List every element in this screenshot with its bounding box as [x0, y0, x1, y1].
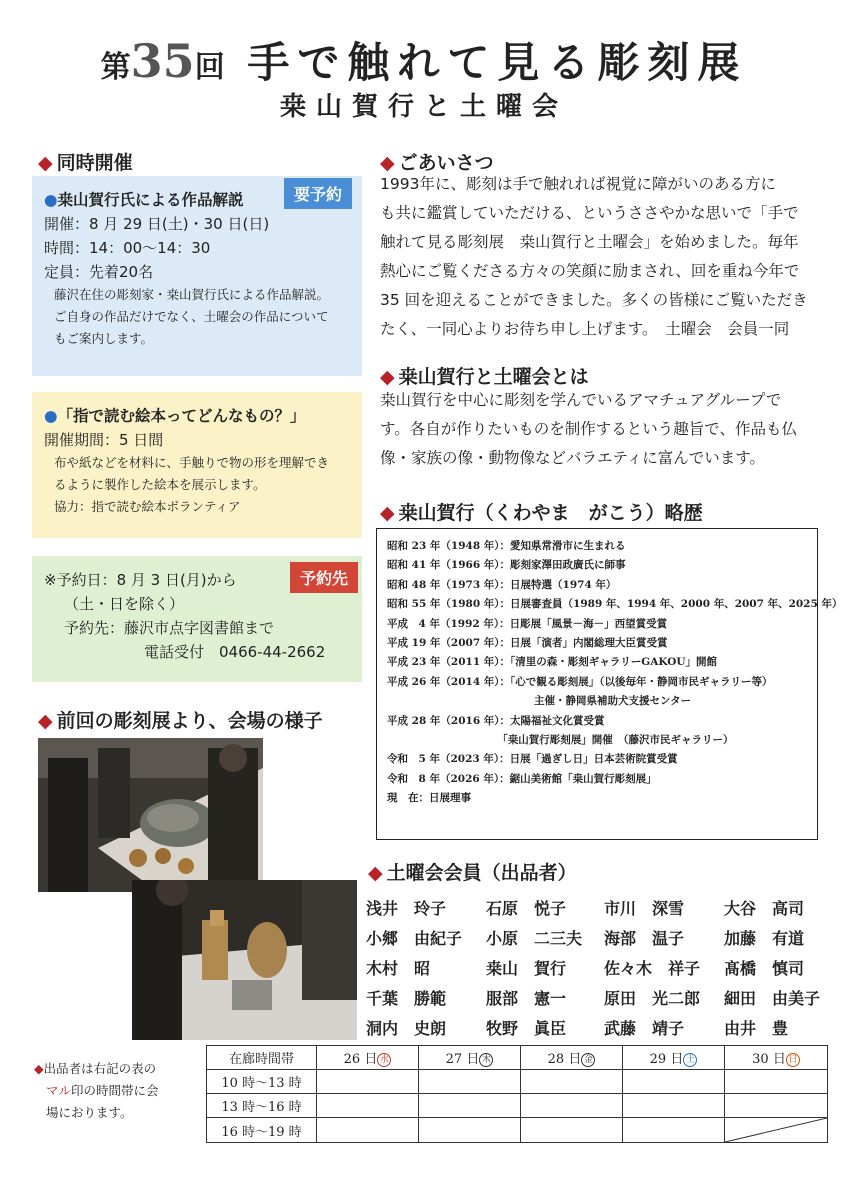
history-entry: 昭和 48 年（1973 年）：日展特選（1974 年）	[387, 578, 617, 591]
bullet-icon: ●	[44, 407, 58, 425]
bullet-icon: ●	[44, 191, 58, 209]
page-subtitle: 桒山賀行と土曜会	[279, 92, 568, 122]
schedule-note: ◆出品者は右記の表の マル印の時間帯に会 場におります。	[34, 1061, 159, 1120]
schedule-cell	[725, 1094, 828, 1118]
lecture-desc: ご自身の作品だけでなく、土曜会の作品について	[54, 309, 329, 324]
diamond-icon: ◆	[368, 862, 383, 884]
reservation-contact-badge: 予約先	[290, 562, 358, 593]
diamond-icon: ◆	[34, 1061, 44, 1076]
member-name: 浅井 玲子	[366, 899, 447, 918]
edition-number: 35	[130, 34, 195, 88]
time-slot-label: 16 時～19 時	[207, 1118, 317, 1143]
time-slot-label: 13 時～16 時	[207, 1094, 317, 1118]
lecture-heading: ●桒山賀行氏による作品解説	[44, 191, 244, 209]
diamond-icon: ◆	[380, 502, 395, 524]
schedule-table	[206, 1045, 828, 1143]
title-prefix: 第	[100, 50, 131, 85]
about-heading: ◆ 桒山賀行と土曜会とは	[380, 366, 589, 388]
schedule-cell	[419, 1094, 521, 1118]
history-entry: 平成 23 年（2011 年）：「清里の森・彫刻ギャラリーGAKOU」開館	[387, 656, 718, 669]
schedule-cell	[725, 1070, 828, 1094]
member-name: 石原 悦子	[486, 899, 567, 918]
col-header-day: 26 日 水	[317, 1046, 419, 1070]
schedule-cell-closed	[725, 1118, 828, 1143]
lecture-desc: 藤沢在住の彫刻家・桒山賀行氏による作品解説。	[54, 287, 330, 302]
weekday-circle-icon: 土	[683, 1053, 697, 1067]
page-title	[0, 30, 848, 90]
venue-photo-2	[132, 880, 357, 1040]
member-name: 服部 憲一	[486, 989, 567, 1008]
venue-photo-1-image	[38, 738, 263, 892]
col-header-day: 28 日 金	[521, 1046, 623, 1070]
member-name: 洞内 史朗	[366, 1019, 447, 1038]
diamond-icon: ◆	[38, 152, 53, 174]
reservation-exclusion: （土・日を除く）	[64, 595, 185, 613]
lecture-desc: もご案内します。	[54, 331, 154, 346]
table-row	[207, 1094, 828, 1118]
table-row	[207, 1046, 828, 1070]
about-text: 桒山賀行を中心に彫刻を学んでいるアマチュアグループで す。各自が作りたいものを制作するという趣旨で、作品も仏 像・家族の像・動物像などバラエティに富んでいます。	[380, 391, 797, 467]
history-entry: 平成 4 年（1992 年）：日彫展「風景－海－」西望賞受賞	[387, 617, 668, 630]
schedule-cell	[419, 1070, 521, 1094]
schedule-cell	[521, 1070, 623, 1094]
member-name: 大谷 高司	[724, 899, 805, 918]
member-name: 海部 温子	[604, 929, 685, 948]
weekday-circle-icon: 金	[581, 1053, 595, 1067]
history-entry: 平成 19 年（2007 年）：日展「演者」内閣総理大臣賞受賞	[387, 637, 668, 650]
member-name: 小郷 由紀子	[366, 929, 463, 948]
col-header-day: 30 日 日	[725, 1046, 828, 1070]
history-heading: ◆ 桒山賀行（くわやま がこう）略歴	[380, 502, 703, 524]
picturebook-box	[32, 392, 362, 538]
member-name: 髙橋 慎司	[724, 959, 805, 978]
col-header-day: 27 日 木	[419, 1046, 521, 1070]
history-entry: 令和 5 年（2023 年）：日展「過ぎし日」日本芸術院賞受賞	[387, 753, 678, 766]
schedule-cell	[623, 1118, 725, 1143]
table-row	[207, 1118, 828, 1143]
member-name: 武藤 靖子	[604, 1019, 685, 1038]
col-header-day: 29 日 土	[623, 1046, 725, 1070]
member-name: 佐々木 祥子	[604, 959, 701, 978]
history-entry: 昭和 23 年（1948 年）：愛知県常滑市に生まれる	[387, 540, 626, 552]
schedule-cell	[623, 1094, 725, 1118]
member-name: 細田 由美子	[724, 989, 821, 1008]
schedule-cell	[521, 1094, 623, 1118]
picturebook-desc: るように製作した絵本を展示します。	[54, 477, 266, 492]
weekday-circle-icon: 木	[479, 1053, 493, 1067]
venue-photo-2-image	[132, 880, 357, 1040]
picturebook-period: 開催期間：5 日間	[44, 431, 164, 449]
history-entry: 昭和 41 年（1966 年）：彫刻家澤田政廣氏に師事	[387, 559, 626, 572]
reservation-required-badge: 要予約	[284, 178, 352, 209]
weekday-circle-icon: 日	[786, 1053, 800, 1067]
member-name: 木村 昭	[366, 959, 431, 978]
lecture-date: 開催：8 月 29 日(土)・30 日(日)	[44, 215, 270, 233]
title-counter: 回	[194, 50, 225, 85]
schedule-table-wrap	[206, 1045, 828, 1143]
lecture-capacity: 定員：先着20名	[44, 263, 154, 281]
venue-photo-1	[38, 738, 263, 892]
greeting-text: 1993年に、彫刻は手で触れれば視覚に障がいのある方に も共に鑑賞していただける、というささやかな思いで「手で 触れて見る彫刻展 桒山賀行と土曜会」を始めました。毎年 熱心にご覧くださる方々の笑顔に励まされ、回を重ね今年で 35 回を迎えることができました。多くの皆様にご覧いただき たく、一同心よりお待ち申し上げます。 土曜会 会員一同	[380, 175, 808, 338]
table-row	[207, 1070, 828, 1094]
history-entry: 平成 28 年（2016 年）：太陽福祉文化賞受賞	[387, 714, 605, 727]
diagonal-strike-icon	[725, 1118, 827, 1142]
member-name: 市川 深雪	[604, 899, 685, 918]
schedule-cell	[623, 1070, 725, 1094]
picturebook-heading: ●「指で読む絵本ってどんなもの？」	[44, 407, 306, 425]
member-name: 由井 豊	[724, 1019, 789, 1038]
history-entry: 平成 26 年（2014 年）：「心で観る彫刻展」（以後毎年・静岡市民ギャラリー等）	[387, 675, 773, 688]
diamond-icon: ◆	[380, 152, 395, 174]
schedule-cell	[521, 1118, 623, 1143]
history-box	[376, 528, 843, 840]
reservation-date: ※予約日：8 月 3 日(月)から	[44, 571, 237, 589]
diamond-icon: ◆	[38, 710, 53, 732]
reservation-place: 予約先：藤沢市点字図書館まで	[64, 619, 275, 637]
members-list	[366, 896, 836, 1046]
schedule-cell	[419, 1118, 521, 1143]
schedule-cell	[317, 1118, 419, 1143]
history-entry: 昭和 55 年（1980 年）：日展審査員（1989 年、1994 年、2000 年、2007 年、2025 年）	[387, 598, 843, 611]
member-name: 加藤 有道	[724, 929, 805, 948]
history-entry: 「桒山賀行彫刻展」開催 （藤沢市民ギャラリー）	[387, 734, 734, 747]
picturebook-desc: 布や紙などを材料に、手触りで物の形を理解でき	[54, 455, 330, 470]
lecture-time: 時間：14：00～14：30	[44, 239, 211, 257]
history-entry: 現 在：日展理事	[387, 792, 471, 805]
reservation-phone: 電話受付 0466-44-2662	[144, 643, 326, 661]
weekday-circle-icon: 水	[377, 1053, 391, 1067]
member-name: 原田 光二郎	[604, 989, 701, 1008]
member-name: 小原 二三夫	[486, 929, 583, 948]
photo-heading: ◆ 前回の彫刻展より、会場の様子	[38, 710, 323, 732]
history-entry: 主催・静岡県補助犬支援センター	[387, 695, 692, 708]
greeting-heading: ◆ ごあいさつ	[380, 152, 494, 174]
time-slot-label: 10 時～13 時	[207, 1070, 317, 1094]
member-name: 千葉 勝範	[366, 989, 447, 1008]
member-name: 牧野 眞臣	[486, 1019, 567, 1038]
simul-heading: ◆ 同時開催	[38, 152, 133, 174]
member-name: 桒山 賀行	[486, 959, 567, 978]
diamond-icon: ◆	[380, 366, 395, 388]
schedule-cell	[317, 1094, 419, 1118]
col-header-slot: 在廊時間帯	[207, 1046, 317, 1070]
title-main: 手で触れて見る彫刻展	[247, 38, 748, 87]
members-heading: ◆ 土曜会会員（出品者）	[368, 862, 577, 884]
history-entry: 令和 8 年（2026 年）：鋸山美術館「桒山賀行彫刻展」	[387, 772, 657, 785]
schedule-cell	[317, 1070, 419, 1094]
picturebook-credit: 協力：指で読む絵本ボランティア	[54, 499, 241, 514]
